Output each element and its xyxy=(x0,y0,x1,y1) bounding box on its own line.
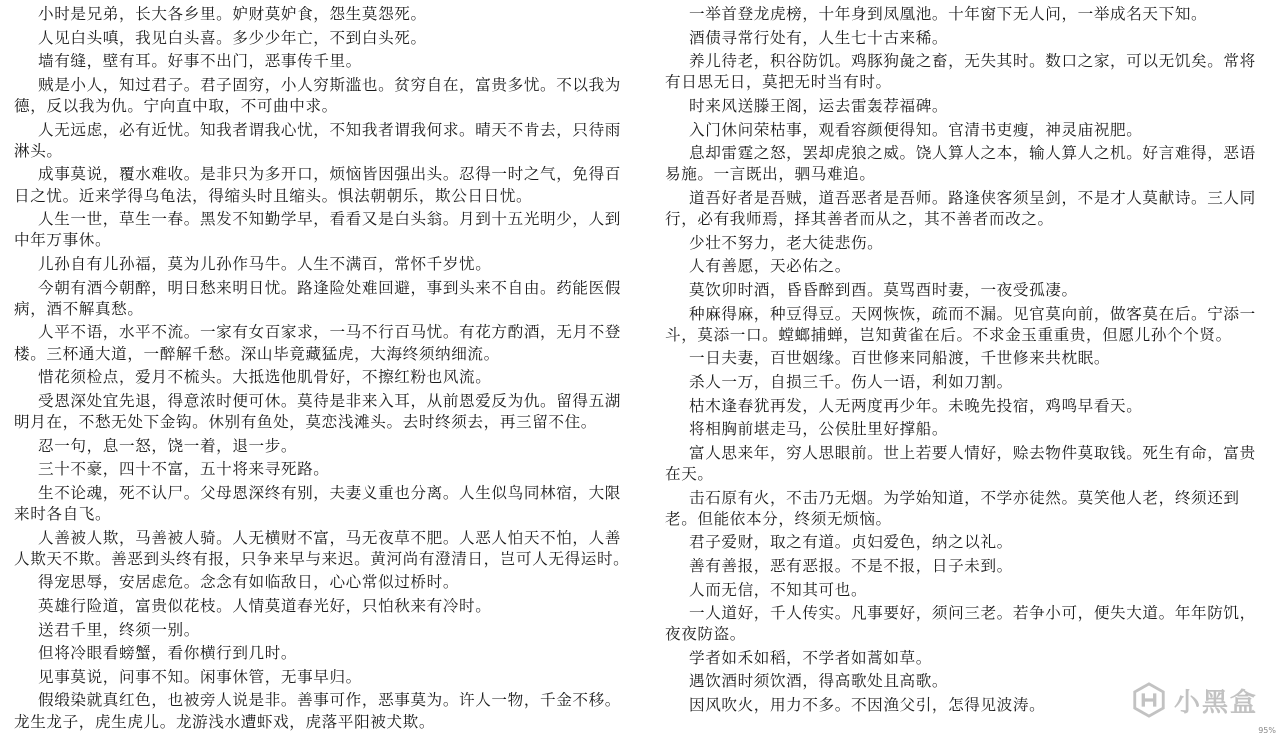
paragraph: 受恩深处宜先退，得意浓时便可休。莫待是非来入耳，从前恩爱反为仇。留得五湖明月在，不愁无处下金钩。休别有鱼处，莫恋浅滩头。去时终须去，再三留不住。 xyxy=(14,391,621,431)
paragraph: 人无远虑，必有近忧。知我者谓我心忧，不知我者谓我何求。晴天不肯去，只待雨淋头。 xyxy=(14,120,621,160)
paragraph: 但将冷眼看螃蟹，看你横行到几时。 xyxy=(38,644,298,663)
paragraph: 时来风送滕王阁，运去雷轰荐福碑。 xyxy=(689,96,949,115)
paragraph: 英雄行险道，富贵似花枝。人情莫道春光好，只怕秋来有冷时。 xyxy=(38,596,492,615)
paragraph: 少壮不努力，老大徒悲伤。 xyxy=(689,233,884,252)
paragraph: 墙有缝，壁有耳。好事不出门，恶事传千里。 xyxy=(38,52,362,71)
paragraph: 枯木逢春犹再发，人无两度再少年。未晚先投宿，鸡鸣早看天。 xyxy=(689,396,1143,415)
paragraph: 莫饮卯时酒，昏昏醉到酉。莫骂酉时妻，一夜受孤凄。 xyxy=(689,280,1078,299)
paragraph: 今朝有酒今朝醉，明日愁来明日忧。路逢险处难回避，事到头来不自由。药能医假病，酒不解真愁。 xyxy=(14,278,621,318)
paragraph: 人有善愿，天必佑之。 xyxy=(689,257,851,276)
paragraph: 一举首登龙虎榜，十年身到凤凰池。十年窗下无人问，一举成名天下知。 xyxy=(689,5,1208,23)
paragraph: 三十不豪，四十不富，五十将来寻死路。 xyxy=(38,460,330,479)
paragraph: 小时是兄弟，长大各乡里。妒财莫妒食，怨生莫怨死。 xyxy=(38,5,427,23)
zoom-label: 95% xyxy=(1258,726,1276,735)
paragraph: 君子爱财，取之有道。贞妇爱色，纳之以礼。 xyxy=(689,533,1013,552)
paragraph: 生不论魂，死不认尸。父母恩深终有别，夫妻义重也分离。人生似鸟同林宿，大限来时各自飞。 xyxy=(14,483,621,523)
paragraph: 人生一世，草生一春。黑发不知勤学早，看看又是白头翁。月到十五光明少，人到中年万事休。 xyxy=(14,210,621,250)
paragraph: 种麻得麻，种豆得豆。天网恢恢，疏而不漏。见官莫向前，做客莫在后。宁添一斗，莫添一口。螳螂捕蝉，岂知黄雀在后。不求金玉重重贵，但愿儿孙个个贤。 xyxy=(665,304,1256,344)
paragraph: 见事莫说，问事不知。闲事休管，无事早归。 xyxy=(38,667,362,686)
paragraph: 杀人一万，自损三千。伤人一语，利如刀割。 xyxy=(689,372,1013,391)
paragraph: 入门休问荣枯事，观看容颜便得知。官清书吏瘦，神灵庙祝肥。 xyxy=(689,120,1143,139)
paragraph: 忍一句，息一怒，饶一着，退一步。 xyxy=(38,436,298,455)
paragraph: 一日夫妻，百世姻缘。百世修来同船渡，千世修来共枕眠。 xyxy=(689,349,1111,368)
paragraph: 养儿待老，积谷防饥。鸡豚狗彘之畜，无失其时。数口之家，可以无饥矣。常将有日思无日，莫把无时当有时。 xyxy=(665,52,1256,92)
right-column xyxy=(665,4,1270,716)
paragraph: 人见白头嗔，我见白头喜。多少少年亡，不到白头死。 xyxy=(38,28,427,47)
paragraph: 酒债寻常行处有，人生七十古来稀。 xyxy=(689,28,949,47)
paragraph: 贼是小人，知过君子。君子固穷，小人穷斯滥也。贫穷自在，富贵多忧。不以我为德，反以我为仇。宁向直中取，不可曲中求。 xyxy=(14,75,621,115)
paragraph: 一人道好，千人传实。凡事要好，须问三老。若争小可，便失大道。年年防饥，夜夜防盗。 xyxy=(665,604,1256,644)
paragraph: 击石原有火，不击乃无烟。为学始知道，不学亦徒然。莫笑他人老，终须还到老。但能依本分，终须无烦恼。 xyxy=(665,488,1240,528)
paragraph: 得宠思辱，安居虑危。念念有如临敌日，心心常似过桥时。 xyxy=(38,573,460,592)
paragraph: 惜花须检点，爱月不梳头。大抵选他肌骨好，不擦红粉也风流。 xyxy=(38,368,492,387)
paragraph: 富人思来年，穷人思眼前。世上若要人情好，赊去物件莫取钱。死生有命，富贵在天。 xyxy=(665,443,1256,483)
left-column xyxy=(14,4,630,733)
paragraph: 假缎染就真红色，也被旁人说是非。善事可作，恶事莫为。许人一物，千金不移。龙生龙子，虎生虎儿。龙游浅水遭虾戏，虎落平阳被犬欺。 xyxy=(14,691,621,731)
paragraph: 遇饮酒时须饮酒，得高歌处且高歌。 xyxy=(689,672,949,691)
paragraph: 人平不语，水平不流。一家有女百家求，一马不行百马忧。有花方酌酒，无月不登楼。三杯通大道，一醉解千愁。深山毕竟藏猛虎，大海终须纳细流。 xyxy=(14,323,621,363)
heybox-logo-icon xyxy=(1130,681,1168,719)
watermark-text: 小黑盒 xyxy=(1173,687,1258,718)
paragraph: 送君千里，终须一别。 xyxy=(38,620,200,639)
paragraph: 儿孙自有儿孙福，莫为儿孙作马牛。人生不满百，常怀千岁忧。 xyxy=(38,254,492,273)
paragraph: 人而无信，不知其可也。 xyxy=(689,580,868,599)
paragraph: 学者如禾如稻，不学者如蒿如草。 xyxy=(689,648,932,667)
paragraph: 道吾好者是吾贼，道吾恶者是吾师。路逢侠客须呈剑，不是才人莫献诗。三人同行，必有我师焉，择其善者而从之，其不善者而改之。 xyxy=(665,188,1256,229)
paragraph: 将相胸前堪走马，公侯肚里好撑船。 xyxy=(689,420,949,439)
paragraph: 人善被人欺，马善被人骑。人无横财不富，马无夜草不肥。人恶人怕天不怕，人善人欺天不欺。善恶到头终有报，只争来早与来迟。黄河尚有澄清日，岂可人无得运时。 xyxy=(14,528,630,568)
paragraph: 成事莫说，覆水难收。是非只为多开口，烦恼皆因强出头。忍得一时之气，免得百日之忧。近来学得乌龟法，得缩头时且缩头。惧法朝朝乐，欺公日日忧。 xyxy=(14,165,621,205)
paragraph: 善有善报，恶有恶报。不是不报，日子未到。 xyxy=(689,556,1013,575)
paragraph: 因风吹火，用力不多。不因渔父引，怎得见波涛。 xyxy=(689,696,1046,715)
paragraph: 息却雷霆之怒，罢却虎狼之威。饶人算人之本，输人算人之机。好言难得，恶语易施。一言既出，驷马难追。 xyxy=(665,144,1256,184)
watermark xyxy=(1130,681,1258,719)
